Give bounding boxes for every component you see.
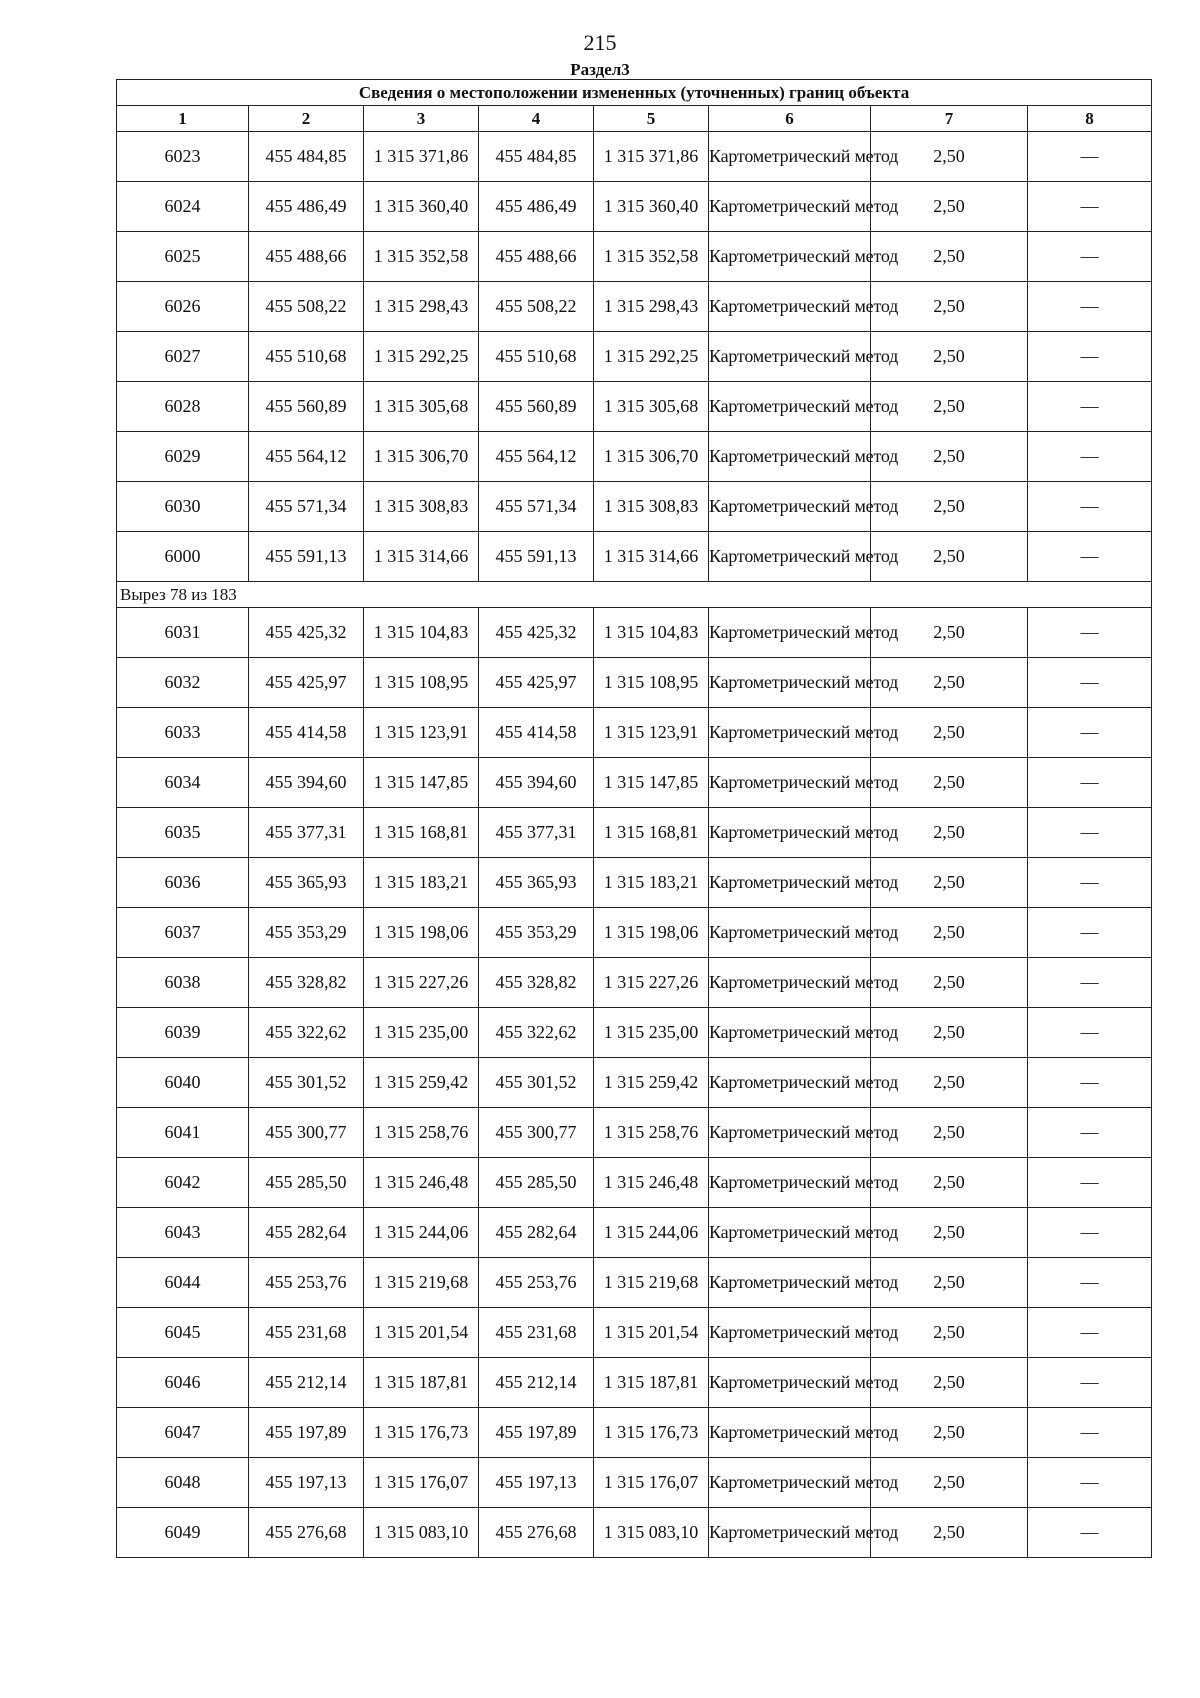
accuracy-cell: 2,50 [871,532,1028,582]
y-old-cell: 1 315 308,83 [364,482,479,532]
point-number-cell: 6029 [117,432,249,482]
point-number-cell: 6027 [117,332,249,382]
y-old-cell: 1 315 352,58 [364,232,479,282]
section-title: Раздел3 [570,60,630,79]
table-body [117,132,1152,1558]
method-cell: Картометрический метод [709,1108,871,1158]
x-new-cell: 455 414,58 [479,708,594,758]
y-old-cell: 1 315 246,48 [364,1158,479,1208]
description-cell: — [1028,1108,1152,1158]
y-new-cell: 1 315 168,81 [594,808,709,858]
description-cell: — [1028,858,1152,908]
y-old-cell: 1 315 314,66 [364,532,479,582]
method-cell: Картометрический метод [709,1258,871,1308]
description-cell: — [1028,808,1152,858]
point-number-cell: 6040 [117,1058,249,1108]
point-number-cell: 6038 [117,958,249,1008]
table-row [117,1308,1152,1358]
accuracy-cell: 2,50 [871,808,1028,858]
point-number-cell: 6024 [117,182,249,232]
column-number-header: 5 [594,106,709,132]
x-new-cell: 455 508,22 [479,282,594,332]
accuracy-cell: 2,50 [871,1108,1028,1158]
x-new-cell: 455 282,64 [479,1208,594,1258]
y-old-cell: 1 315 227,26 [364,958,479,1008]
x-new-cell: 455 571,34 [479,482,594,532]
x-new-cell: 455 301,52 [479,1058,594,1108]
method-cell: Картометрический метод [709,1408,871,1458]
accuracy-cell: 2,50 [871,1258,1028,1308]
x-old-cell: 455 300,77 [249,1108,364,1158]
x-old-cell: 455 484,85 [249,132,364,182]
method-cell: Картометрический метод [709,1458,871,1508]
x-new-cell: 455 564,12 [479,432,594,482]
table-row [117,532,1152,582]
accuracy-cell: 2,50 [871,1008,1028,1058]
method-cell: Картометрический метод [709,858,871,908]
point-number-cell: 6043 [117,1208,249,1258]
point-number-cell: 6033 [117,708,249,758]
point-number-cell: 6000 [117,532,249,582]
x-new-cell: 455 285,50 [479,1158,594,1208]
method-cell: Картометрический метод [709,1158,871,1208]
y-old-cell: 1 315 360,40 [364,182,479,232]
x-new-cell: 455 486,49 [479,182,594,232]
y-old-cell: 1 315 306,70 [364,432,479,482]
table-caption-row [117,80,1152,106]
method-cell: Картометрический метод [709,332,871,382]
description-cell: — [1028,1358,1152,1408]
x-old-cell: 455 486,49 [249,182,364,232]
description-cell: — [1028,282,1152,332]
table-row [117,1058,1152,1108]
table-row [117,432,1152,482]
y-old-cell: 1 315 292,25 [364,332,479,382]
point-number-cell: 6030 [117,482,249,532]
description-cell: — [1028,332,1152,382]
method-cell: Картометрический метод [709,658,871,708]
x-new-cell: 455 212,14 [479,1358,594,1408]
x-old-cell: 455 377,31 [249,808,364,858]
point-number-cell: 6034 [117,758,249,808]
table-row [117,332,1152,382]
y-new-cell: 1 315 244,06 [594,1208,709,1258]
y-new-cell: 1 315 183,21 [594,858,709,908]
accuracy-cell: 2,50 [871,132,1028,182]
y-new-cell: 1 315 083,10 [594,1508,709,1558]
method-cell: Картометрический метод [709,532,871,582]
cutout-label-row [117,582,1152,608]
column-number-header: 7 [871,106,1028,132]
y-new-cell: 1 315 306,70 [594,432,709,482]
y-new-cell: 1 315 259,42 [594,1058,709,1108]
y-old-cell: 1 315 258,76 [364,1108,479,1158]
x-old-cell: 455 285,50 [249,1158,364,1208]
method-cell: Картометрический метод [709,708,871,758]
description-cell: — [1028,132,1152,182]
x-old-cell: 455 394,60 [249,758,364,808]
point-number-cell: 6028 [117,382,249,432]
accuracy-cell: 2,50 [871,708,1028,758]
table-row [117,1258,1152,1308]
y-old-cell: 1 315 198,06 [364,908,479,958]
description-cell: — [1028,608,1152,658]
table-row [117,1408,1152,1458]
description-cell: — [1028,1158,1152,1208]
x-old-cell: 455 365,93 [249,858,364,908]
accuracy-cell: 2,50 [871,232,1028,282]
x-new-cell: 455 394,60 [479,758,594,808]
description-cell: — [1028,182,1152,232]
accuracy-cell: 2,50 [871,182,1028,232]
accuracy-cell: 2,50 [871,1308,1028,1358]
accuracy-cell: 2,50 [871,1058,1028,1108]
method-cell: Картометрический метод [709,132,871,182]
accuracy-cell: 2,50 [871,1158,1028,1208]
point-number-cell: 6044 [117,1258,249,1308]
point-number-cell: 6042 [117,1158,249,1208]
column-number-header: 8 [1028,106,1152,132]
method-cell: Картометрический метод [709,808,871,858]
point-number-cell: 6026 [117,282,249,332]
table-row [117,1108,1152,1158]
table-row [117,758,1152,808]
y-new-cell: 1 315 147,85 [594,758,709,808]
x-new-cell: 455 560,89 [479,382,594,432]
y-new-cell: 1 315 352,58 [594,232,709,282]
point-number-cell: 6037 [117,908,249,958]
method-cell: Картометрический метод [709,1508,871,1558]
point-number-cell: 6036 [117,858,249,908]
x-new-cell: 455 276,68 [479,1508,594,1558]
y-new-cell: 1 315 198,06 [594,908,709,958]
table-row [117,1458,1152,1508]
y-new-cell: 1 315 305,68 [594,382,709,432]
description-cell: — [1028,482,1152,532]
column-number-header: 6 [709,106,871,132]
y-new-cell: 1 315 292,25 [594,332,709,382]
y-old-cell: 1 315 183,21 [364,858,479,908]
description-cell: — [1028,708,1152,758]
accuracy-cell: 2,50 [871,432,1028,482]
point-number-cell: 6041 [117,1108,249,1158]
table-row [117,608,1152,658]
description-cell: — [1028,1408,1152,1458]
point-number-cell: 6032 [117,658,249,708]
y-new-cell: 1 315 219,68 [594,1258,709,1308]
accuracy-cell: 2,50 [871,332,1028,382]
description-cell: — [1028,1458,1152,1508]
x-new-cell: 455 197,13 [479,1458,594,1508]
table-row [117,1158,1152,1208]
description-cell: — [1028,1258,1152,1308]
point-number-cell: 6046 [117,1358,249,1408]
accuracy-cell: 2,50 [871,282,1028,332]
description-cell: — [1028,908,1152,958]
method-cell: Картометрический метод [709,1358,871,1408]
column-numbers-row [117,106,1152,132]
column-number-header: 3 [364,106,479,132]
y-old-cell: 1 315 083,10 [364,1508,479,1558]
y-old-cell: 1 315 147,85 [364,758,479,808]
method-cell: Картометрический метод [709,758,871,808]
x-new-cell: 455 328,82 [479,958,594,1008]
x-old-cell: 455 301,52 [249,1058,364,1108]
x-new-cell: 455 377,31 [479,808,594,858]
x-old-cell: 455 488,66 [249,232,364,282]
x-new-cell: 455 353,29 [479,908,594,958]
x-old-cell: 455 322,62 [249,1008,364,1058]
x-old-cell: 455 253,76 [249,1258,364,1308]
x-old-cell: 455 425,32 [249,608,364,658]
y-new-cell: 1 315 314,66 [594,532,709,582]
table-row [117,858,1152,908]
accuracy-cell: 2,50 [871,758,1028,808]
description-cell: — [1028,1508,1152,1558]
method-cell: Картометрический метод [709,608,871,658]
x-new-cell: 455 197,89 [479,1408,594,1458]
accuracy-cell: 2,50 [871,482,1028,532]
description-cell: — [1028,232,1152,282]
x-old-cell: 455 510,68 [249,332,364,382]
page-number: 215 [583,30,617,55]
x-old-cell: 455 353,29 [249,908,364,958]
y-old-cell: 1 315 123,91 [364,708,479,758]
description-cell: — [1028,532,1152,582]
y-new-cell: 1 315 187,81 [594,1358,709,1408]
y-old-cell: 1 315 305,68 [364,382,479,432]
table-row [117,482,1152,532]
y-old-cell: 1 315 108,95 [364,658,479,708]
y-old-cell: 1 315 168,81 [364,808,479,858]
table-row [117,708,1152,758]
y-new-cell: 1 315 258,76 [594,1108,709,1158]
y-old-cell: 1 315 176,07 [364,1458,479,1508]
x-new-cell: 455 510,68 [479,332,594,382]
y-old-cell: 1 315 187,81 [364,1358,479,1408]
x-old-cell: 455 276,68 [249,1508,364,1558]
x-old-cell: 455 212,14 [249,1358,364,1408]
y-old-cell: 1 315 104,83 [364,608,479,658]
x-new-cell: 455 231,68 [479,1308,594,1358]
x-old-cell: 455 282,64 [249,1208,364,1258]
y-new-cell: 1 315 176,07 [594,1458,709,1508]
x-old-cell: 455 328,82 [249,958,364,1008]
y-new-cell: 1 315 371,86 [594,132,709,182]
table-row [117,232,1152,282]
description-cell: — [1028,658,1152,708]
accuracy-cell: 2,50 [871,1458,1028,1508]
x-old-cell: 455 508,22 [249,282,364,332]
x-new-cell: 455 591,13 [479,532,594,582]
y-new-cell: 1 315 298,43 [594,282,709,332]
y-new-cell: 1 315 227,26 [594,958,709,1008]
table-caption: Сведения о местоположении измененных (уточненных) границ объекта [117,80,1152,106]
method-cell: Картометрический метод [709,432,871,482]
method-cell: Картометрический метод [709,1308,871,1358]
x-old-cell: 455 591,13 [249,532,364,582]
method-cell: Картометрический метод [709,958,871,1008]
description-cell: — [1028,432,1152,482]
method-cell: Картометрический метод [709,1058,871,1108]
coordinates-table [116,79,1152,1558]
table-row [117,1358,1152,1408]
accuracy-cell: 2,50 [871,608,1028,658]
y-new-cell: 1 315 246,48 [594,1158,709,1208]
description-cell: — [1028,1058,1152,1108]
accuracy-cell: 2,50 [871,658,1028,708]
point-number-cell: 6047 [117,1408,249,1458]
y-old-cell: 1 315 259,42 [364,1058,479,1108]
y-new-cell: 1 315 360,40 [594,182,709,232]
point-number-cell: 6031 [117,608,249,658]
x-old-cell: 455 564,12 [249,432,364,482]
y-new-cell: 1 315 108,95 [594,658,709,708]
accuracy-cell: 2,50 [871,1508,1028,1558]
column-number-header: 2 [249,106,364,132]
method-cell: Картометрический метод [709,282,871,332]
table-row [117,182,1152,232]
description-cell: — [1028,958,1152,1008]
x-new-cell: 455 488,66 [479,232,594,282]
x-old-cell: 455 197,89 [249,1408,364,1458]
accuracy-cell: 2,50 [871,1408,1028,1458]
x-old-cell: 455 231,68 [249,1308,364,1358]
table-row [117,1208,1152,1258]
column-number-header: 4 [479,106,594,132]
x-new-cell: 455 300,77 [479,1108,594,1158]
x-old-cell: 455 571,34 [249,482,364,532]
table-row [117,1508,1152,1558]
y-old-cell: 1 315 371,86 [364,132,479,182]
x-new-cell: 455 484,85 [479,132,594,182]
x-new-cell: 455 425,32 [479,608,594,658]
accuracy-cell: 2,50 [871,958,1028,1008]
y-new-cell: 1 315 176,73 [594,1408,709,1458]
method-cell: Картометрический метод [709,908,871,958]
y-old-cell: 1 315 219,68 [364,1258,479,1308]
x-old-cell: 455 425,97 [249,658,364,708]
table-row [117,1008,1152,1058]
y-new-cell: 1 315 201,54 [594,1308,709,1358]
table-row [117,908,1152,958]
description-cell: — [1028,1208,1152,1258]
y-old-cell: 1 315 235,00 [364,1008,479,1058]
point-number-cell: 6049 [117,1508,249,1558]
y-old-cell: 1 315 176,73 [364,1408,479,1458]
table-row [117,958,1152,1008]
y-old-cell: 1 315 244,06 [364,1208,479,1258]
column-number-header: 1 [117,106,249,132]
method-cell: Картометрический метод [709,182,871,232]
point-number-cell: 6045 [117,1308,249,1358]
accuracy-cell: 2,50 [871,1208,1028,1258]
cutout-label: Вырез 78 из 183 [117,582,1152,608]
accuracy-cell: 2,50 [871,858,1028,908]
point-number-cell: 6048 [117,1458,249,1508]
table-row [117,382,1152,432]
accuracy-cell: 2,50 [871,382,1028,432]
y-old-cell: 1 315 201,54 [364,1308,479,1358]
description-cell: — [1028,1008,1152,1058]
method-cell: Картометрический метод [709,1208,871,1258]
description-cell: — [1028,758,1152,808]
method-cell: Картометрический метод [709,482,871,532]
table-row [117,658,1152,708]
x-new-cell: 455 425,97 [479,658,594,708]
method-cell: Картометрический метод [709,1008,871,1058]
table-row [117,132,1152,182]
point-number-cell: 6035 [117,808,249,858]
description-cell: — [1028,1308,1152,1358]
method-cell: Картометрический метод [709,382,871,432]
y-new-cell: 1 315 308,83 [594,482,709,532]
accuracy-cell: 2,50 [871,908,1028,958]
x-new-cell: 455 365,93 [479,858,594,908]
y-new-cell: 1 315 104,83 [594,608,709,658]
x-old-cell: 455 197,13 [249,1458,364,1508]
x-new-cell: 455 322,62 [479,1008,594,1058]
y-new-cell: 1 315 235,00 [594,1008,709,1058]
point-number-cell: 6025 [117,232,249,282]
x-old-cell: 455 560,89 [249,382,364,432]
y-new-cell: 1 315 123,91 [594,708,709,758]
point-number-cell: 6023 [117,132,249,182]
x-old-cell: 455 414,58 [249,708,364,758]
description-cell: — [1028,382,1152,432]
point-number-cell: 6039 [117,1008,249,1058]
method-cell: Картометрический метод [709,232,871,282]
y-old-cell: 1 315 298,43 [364,282,479,332]
table-row [117,282,1152,332]
table-row [117,808,1152,858]
accuracy-cell: 2,50 [871,1358,1028,1408]
x-new-cell: 455 253,76 [479,1258,594,1308]
